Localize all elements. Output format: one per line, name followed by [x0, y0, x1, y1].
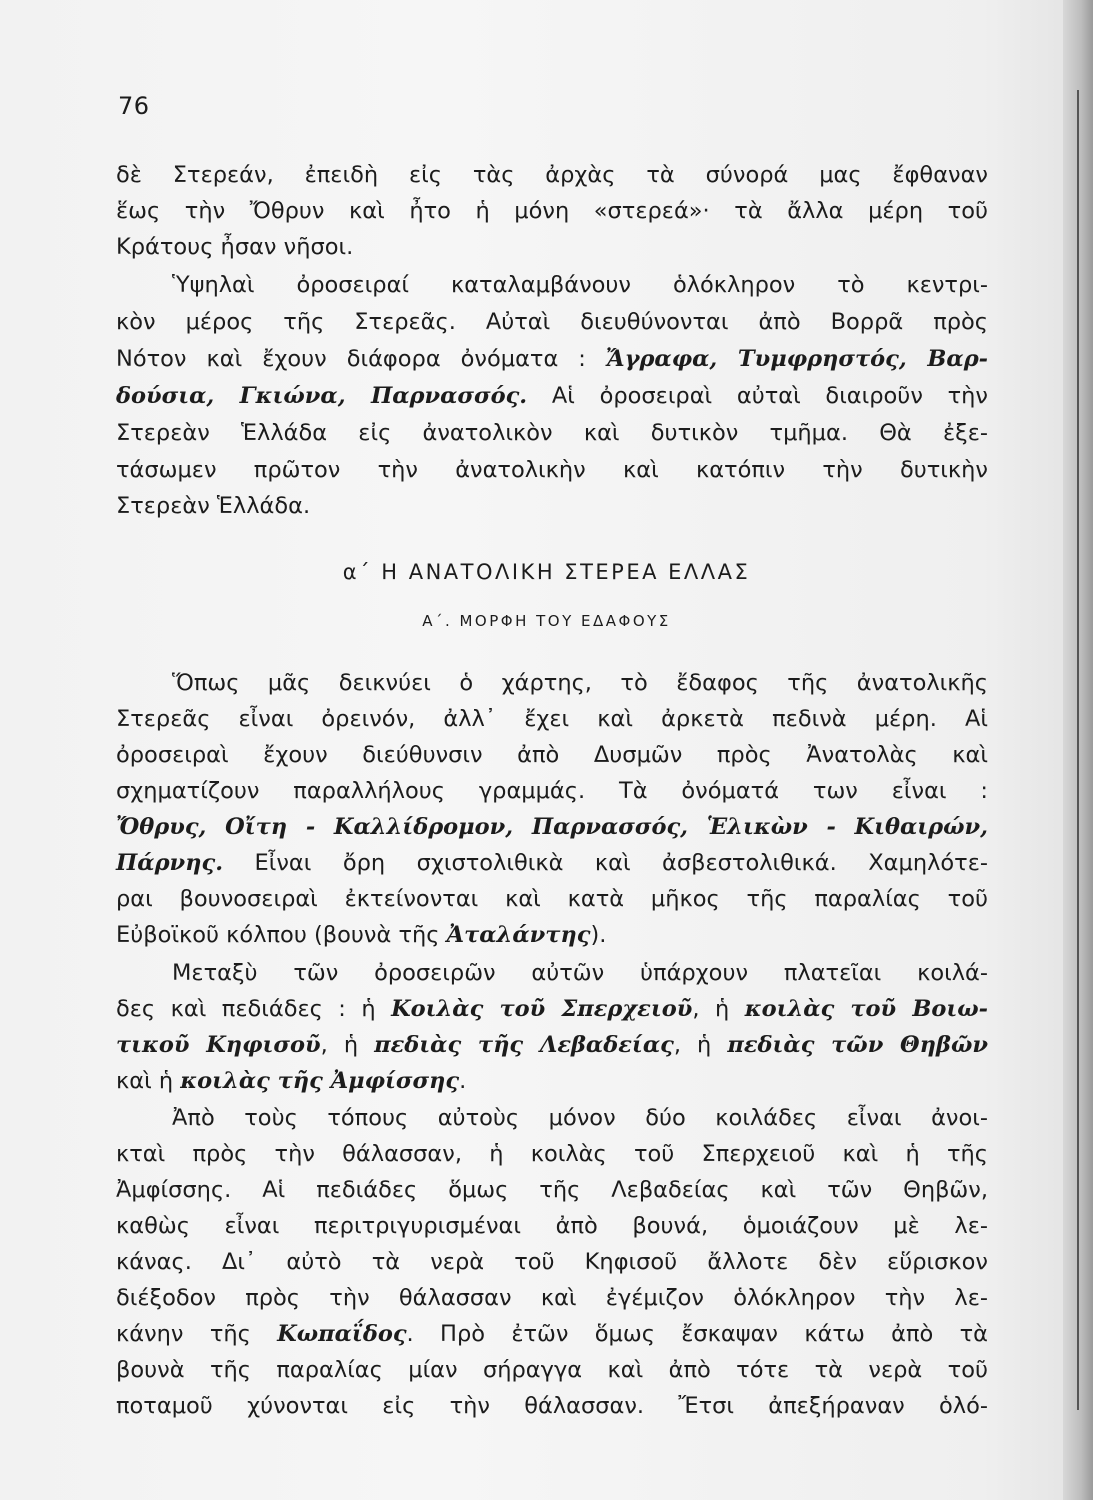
mountain-name: Ἀταλάντης [446, 922, 591, 948]
page-number: 76 [118, 92, 150, 120]
mountain-names: Ἄγραφα, Τυμφρηστός, Βαρ- [605, 346, 989, 372]
subsection-title: Α΄. ΜΟΡΦΗ ΤΟΥ ΕΔΑΦΟΥΣ [422, 612, 671, 630]
paragraph-2-line-3 [116, 341, 988, 378]
paragraph-5-line-3: Ἀμφίσσης. Αἱ πεδιάδες ὅμως τῆς Λεβαδείας καὶ τῶν Θηβῶν, [116, 1177, 988, 1203]
paragraph-3-line-1: Ὅπως μᾶς δεικνύει ὁ χάρτης, τὸ ἔδαφος τῆς ἀνατολικῆς [172, 670, 988, 696]
paragraph-3-line-5 [116, 809, 988, 846]
paragraph-4-line-4 [116, 1063, 988, 1100]
text-run: Εὐβοϊκοῦ κόλπου (βουνὰ τῆς [116, 922, 447, 948]
paragraph-5-line-4: καθὼς εἶναι περιτριγυρισμέναι ἀπὸ βουνά, ὁμοιάζουν μὲ λε- [116, 1213, 988, 1239]
paragraph-2-line-6: τάσωμεν πρῶτον τὴν ἀνατολικὴν καὶ κατόπιν τὴν δυτικὴν [116, 457, 988, 483]
paragraph-2-line-5: Στερεὰν Ἑλλάδα εἰς ἀνατολικὸν καὶ δυτικὸν τμῆμα. Θὰ ἐξε- [116, 420, 988, 446]
paragraph-4-line-1: Μεταξὺ τῶν ὀροσειρῶν αὐτῶν ὑπάρχουν πλατεῖαι κοιλά- [172, 960, 988, 986]
text-run: καὶ ἡ [116, 1068, 181, 1094]
valley-name: κοιλὰς τῆς Ἀμφίσσης [180, 1068, 460, 1094]
text-run: δες καὶ πεδιάδες : ἡ [116, 996, 392, 1022]
paragraph-1-line-2: ἕως τὴν Ὄθρυν καὶ ἦτο ἡ μόνη «στερεά»· τὰ ἄλλα μέρη τοῦ [116, 198, 988, 224]
text-run: Αἱ ὀροσειραὶ αὐταὶ διαιροῦν τὴν [527, 383, 988, 409]
text-run: , ἡ [692, 996, 745, 1022]
paragraph-5-line-1: Ἀπὸ τοὺς τόπους αὐτοὺς μόνον δύο κοιλάδες εἶναι ἀνοι- [172, 1105, 988, 1131]
paragraph-5-line-8: βουνὰ τῆς παραλίας μίαν σήραγγα καὶ ἀπὸ τότε τὰ νερὰ τοῦ [116, 1357, 988, 1383]
paragraph-5-line-6: διέξοδον πρὸς τὴν θάλασσαν καὶ ἐγέμιζον ὁλόκληρον τὴν λε- [116, 1285, 988, 1311]
paragraph-4-line-2 [116, 991, 988, 1028]
paragraph-5-line-9: ποταμοῦ χύνονται εἰς τὴν θάλασσαν. Ἔτσι ἀπεξήραναν ὁλό- [116, 1393, 988, 1419]
text-run: , ἡ [320, 1032, 375, 1058]
paragraph-1-line-3: Κράτους ἦσαν νῆσοι. [116, 234, 354, 260]
paragraph-2-line-1: Ὑψηλαὶ ὀροσειραί καταλαμβάνουν ὁλόκληρον τὸ κεντρι- [172, 272, 988, 298]
valley-name: τικοῦ Κηφισοῦ [116, 1032, 321, 1058]
paragraph-2-line-4 [116, 378, 988, 415]
lake-name: Κωπαΐδος [277, 1321, 407, 1347]
paragraph-1-line-1: δὲ Στερεάν, ἐπειδὴ εἰς τὰς ἀρχὰς τὰ σύνορά μας ἔφθαναν [116, 162, 988, 188]
plain-name: πεδιὰς τῆς Λεβαδείας [374, 1032, 674, 1058]
paragraph-3-line-3: ὀροσειραὶ ἔχουν διεύθυνσιν ἀπὸ Δυσμῶν πρὸς Ἀνατολὰς καὶ [116, 742, 988, 768]
paragraph-4-line-3 [116, 1027, 988, 1064]
paragraph-3-line-8 [116, 917, 988, 954]
paragraph-3-line-7: ραι βουνοσειραὶ ἐκτείνονται καὶ κατὰ μῆκος τῆς παραλίας τοῦ [116, 886, 988, 912]
text-run: Νότον καὶ ἔχουν διάφορα ὀνόματα : [116, 346, 606, 372]
mountain-names: Ὄθρυς, Οἴτη - Καλλίδρομον, Παρνασσός, Ἑλικὼν - Κιθαιρών, [116, 814, 988, 840]
paragraph-5-line-7 [116, 1316, 988, 1353]
paragraph-2-line-2: κὸν μέρος τῆς Στερεᾶς. Αὐταὶ διευθύνονται ἀπὸ Βορρᾶ πρὸς [116, 309, 988, 335]
plain-name: πεδιὰς τῶν Θηβῶν [727, 1032, 988, 1058]
text-run: . Πρὸ ἐτῶν ὅμως ἔσκαψαν κάτω ἀπὸ τὰ [406, 1321, 988, 1347]
mountain-names: δούσια, Γκιώνα, Παρνασσός. [116, 383, 528, 409]
paragraph-3-line-4: σχηματίζουν παραλλήλους γραμμάς. Τὰ ὀνόματά των εἶναι : [116, 778, 988, 804]
section-title: α΄ Η ΑΝΑΤΟΛΙΚΗ ΣΤΕΡΕΑ ΕΛΛΑΣ [342, 560, 751, 584]
valley-name: κοιλὰς τοῦ Βοιω- [744, 996, 988, 1022]
text-run: κάνην τῆς [116, 1321, 278, 1347]
paragraph-5-line-5: κάνας. Δι᾽ αὐτὸ τὰ νερὰ τοῦ Κηφισοῦ ἄλλοτε δὲν εὕρισκον [116, 1249, 988, 1275]
text-run: , ἡ [673, 1032, 728, 1058]
paragraph-2-line-7: Στερεὰν Ἑλλάδα. [116, 493, 311, 519]
book-spine [1063, 0, 1093, 1500]
paragraph-5-line-2: κταὶ πρὸς τὴν θάλασσαν, ἡ κοιλὰς τοῦ Σπερχειοῦ καὶ ἡ τῆς [116, 1141, 988, 1167]
valley-name: Κοιλὰς τοῦ Σπερχειοῦ [391, 996, 693, 1022]
paragraph-3-line-6 [116, 845, 988, 882]
spine-line [1077, 90, 1079, 1410]
text-run: . [459, 1068, 467, 1094]
text-run: ). [590, 922, 607, 948]
paragraph-3-line-2: Στερεᾶς εἶναι ὀρεινόν, ἀλλ᾽ ἔχει καὶ ἀρκετὰ πεδινὰ μέρη. Αἱ [116, 706, 988, 732]
text-run: Εἶναι ὄρη σχιστολιθικὰ καὶ ἀσβεστολιθικά. Χαμηλότε- [223, 850, 988, 876]
mountain-name: Πάρνης. [116, 850, 224, 876]
